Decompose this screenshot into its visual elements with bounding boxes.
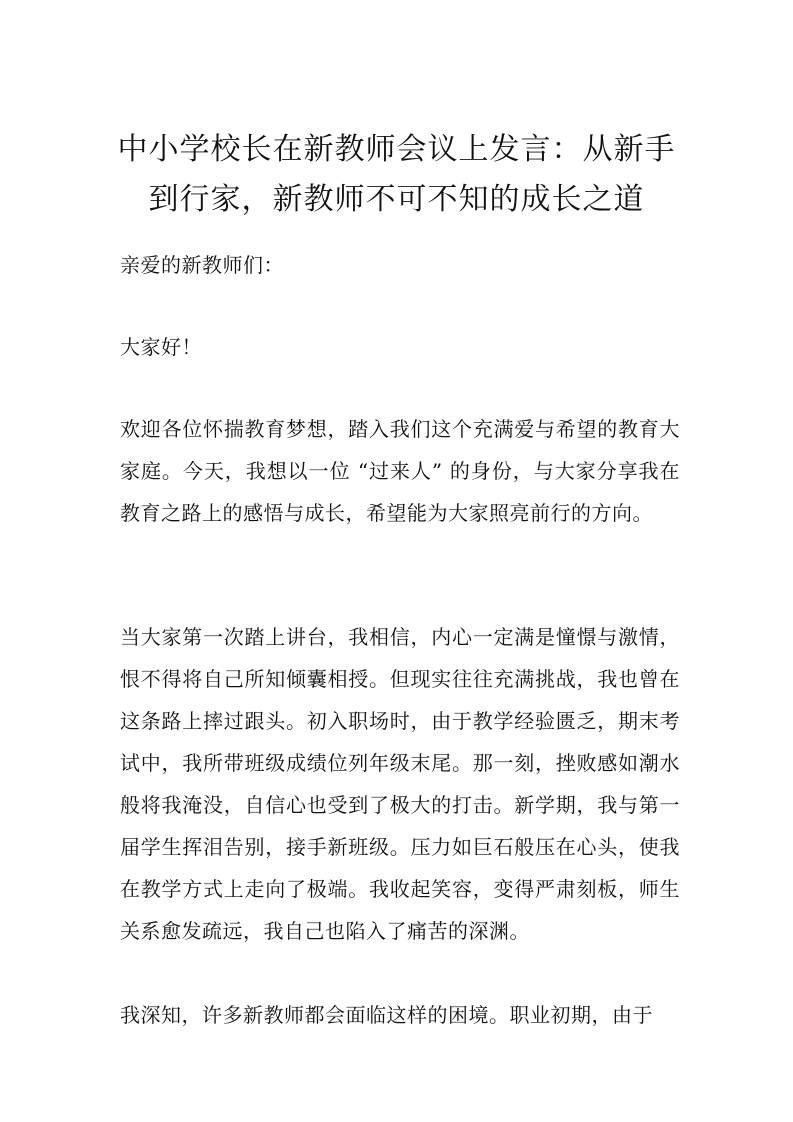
hello-line: 大家好！ [120, 335, 202, 359]
document-title: 中小学校长在新教师会议上发言：从新手到行家，新教师不可不知的成长之道 [117, 132, 676, 217]
greeting-line: 亲爱的新教师们： [120, 253, 284, 277]
paragraph-difficulties: 我深知，许多新教师都会面临这样的困境。职业初期，由于 [120, 1003, 653, 1027]
paragraph-welcome: 欢迎各位怀揣教育梦想，踏入我们这个充满爱与希望的教育大家庭。今天，我想以一位 “过来人” 的身份，与大家分享我在教育之路上的感悟与成长，希望能为大家照亮前行的方向。 [120, 417, 680, 525]
paragraph-experience: 当大家第一次踏上讲台，我相信，内心一定满是憧憬与激情，恨不得将自己所知倾囊相授。但现实往往充满挑战，我也曾在这条路上摔过跟头。初入职场时，由于教学经验匮乏，期末考试中，我所带班级成绩位列年级末尾。那一刻，挫败感如潮水般将我淹没，自信心也受到了极大的打击。新学期，我与第一届学生挥泪告别，接手新班级。压力如巨石般压在心头，使我在教学方式上走向了极端。我收起笑容，变得严肃刻板，师生关系愈发疏远，我自己也陷入了痛苦的深渊。 [120, 625, 680, 943]
